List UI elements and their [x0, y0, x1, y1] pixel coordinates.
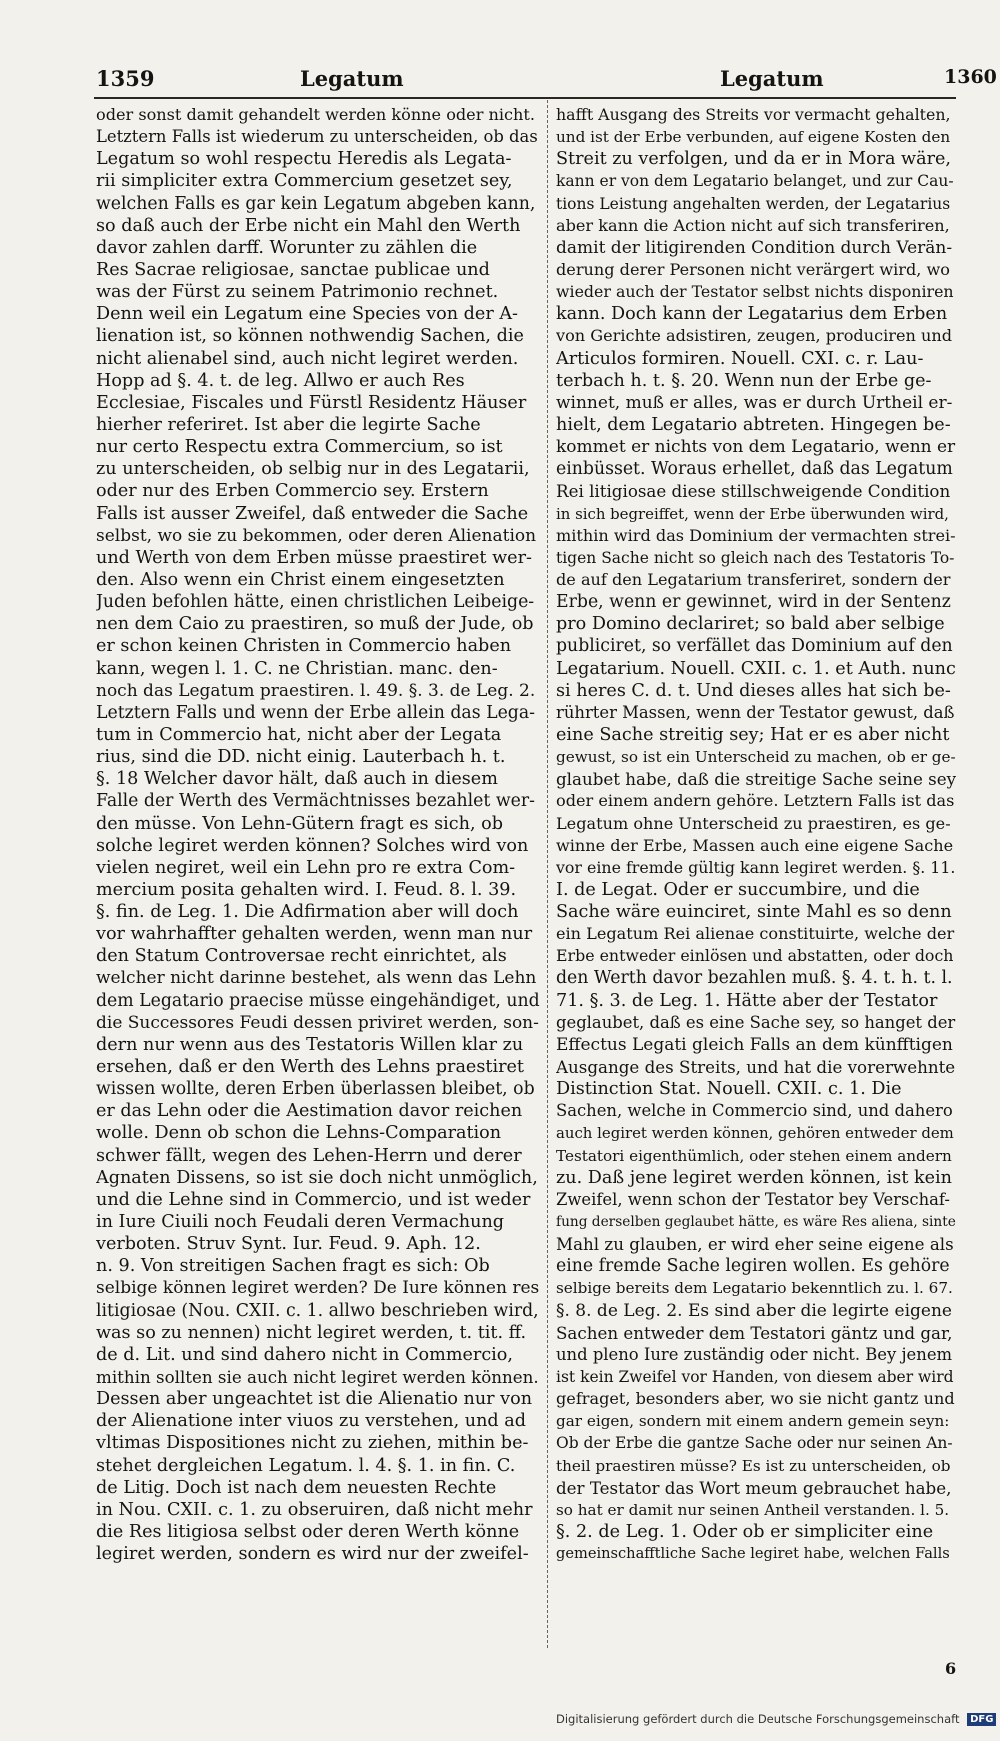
text-line: legiret werden, sondern es wird nur der zweifel-: [96, 1544, 529, 1565]
text-line: hielt, dem Legatario abtreten. Hingegen be-: [556, 414, 951, 435]
text-line: hierher referiret. Ist aber die legirte Sache: [96, 414, 481, 435]
text-line: mercium posita gehalten wird. I. Feud. 8. l. 39.: [96, 879, 517, 900]
footer-credit: [556, 1712, 996, 1726]
text-line: §. 8. de Leg. 2. Es sind aber die legirte eigene: [556, 1300, 952, 1321]
text-line: nen dem Caio zu praestiren, so muß der Jude, ob: [96, 614, 534, 635]
signature-mark: 6: [945, 1659, 957, 1678]
text-line: aber kann die Action nicht auf sich transferiren,: [556, 215, 950, 235]
text-line: gemeinschafftliche Sache legiret habe, welchen Falls: [556, 1545, 950, 1563]
text-line: Erbe entweder einlösen und abstatten, oder doch: [556, 946, 954, 966]
text-line: der Testator das Wort meum gebrauchet habe,: [556, 1477, 952, 1498]
text-line: nicht alienabel sind, auch nicht legiret werden.: [96, 348, 519, 369]
text-line: selbige können legiret werden? De Iure können res: [96, 1278, 540, 1299]
text-line: derung derer Personen nicht verärgert wird, wo: [556, 259, 950, 279]
page-number-left: 1359: [96, 66, 155, 91]
text-line: §. 18 Welcher davor hält, daß auch in diesem: [96, 769, 498, 790]
text-line: theil praestiren müsse? Es ist zu unterscheiden, ob: [556, 1456, 951, 1475]
text-line: vltimas Dispositiones nicht zu ziehen, mithin be-: [96, 1433, 529, 1454]
text-line: solche legiret werden können? Solches wird von: [96, 835, 529, 856]
text-line: rius, sind die DD. nicht einig. Lauterbach h. t.: [96, 747, 506, 768]
text-line: Ecclesiae, Fiscales und Fürstl Residentz Häuser: [96, 392, 527, 413]
text-line: davor zahlen darff. Worunter zu zählen die: [96, 237, 478, 258]
text-line: den Statum Controversae recht einrichtet, als: [96, 946, 507, 967]
text-line: Zweifel, wenn schon der Testator bey Verschaf-: [556, 1189, 950, 1209]
text-line: Ausgange des Streits, und hat die vorerwehnte: [556, 1057, 956, 1078]
text-line: oder einem andern gehöre. Letztern Falls ist das: [556, 791, 955, 811]
text-line: winnet, muß er alles, was er durch Urtheil er-: [556, 392, 953, 413]
text-line: Mahl zu glauben, er wird eher seine eigene als: [556, 1234, 954, 1255]
text-line: Effectus Legati gleich Falls an dem künfftigen: [556, 1034, 953, 1055]
text-line: von Gerichte adsistiren, zeugen, produciren und: [556, 326, 952, 346]
text-line: den. Also wenn ein Christ einem eingesetzten: [96, 569, 505, 590]
text-line: oder nur des Erben Commercio sey. Erstern: [96, 481, 489, 502]
text-line: Distinction Stat. Nouell. CXII. c. 1. Die: [556, 1079, 902, 1100]
text-line: rührter Massen, wenn der Testator gewust, daß: [556, 702, 955, 722]
text-line: die Successores Feudi dessen priviret werden, son-: [96, 1012, 539, 1033]
text-line: eine fremde Sache legiren wollen. Es gehöre: [556, 1256, 950, 1277]
text-line: winne der Erbe, Massen auch eine eigene Sache: [556, 835, 954, 855]
text-line: si heres C. d. t. Und dieses alles hat sich be-: [556, 680, 951, 701]
text-line: n. 9. Von streitigen Sachen fragt es sich: Ob: [96, 1256, 490, 1277]
text-line: gefraget, besonders aber, wo sie nicht gantz und: [556, 1389, 955, 1409]
page-number-right: 1360: [944, 66, 997, 88]
text-line: glaubet habe, daß die streitige Sache seine sey: [556, 769, 956, 790]
text-line: §. 2. de Leg. 1. Oder ob er simpliciter eine: [556, 1522, 934, 1542]
text-line: selbst, wo sie zu bekommen, oder deren Alienation: [96, 525, 537, 546]
text-line: kommet er nichts von dem Legatario, wenn er: [556, 437, 956, 458]
text-line: dern nur wenn aus des Testatoris Willen klar zu: [96, 1034, 524, 1055]
text-line: publiciret, so verfället das Dominium auf den: [556, 636, 953, 657]
text-line: und Werth von dem Erben müsse praestiret wer-: [96, 547, 532, 568]
text-line: zu. Daß jene legiret werden können, ist kein: [556, 1167, 953, 1188]
text-line: selbige bereits dem Legatario bekenntlich zu. l. 67.: [556, 1279, 953, 1298]
text-line: Dessen aber ungeachtet ist die Alienatio nur von: [96, 1389, 533, 1410]
text-line: welcher nicht darinne bestehet, als wenn das Lehn: [96, 968, 537, 989]
text-line: pro Domino declariret; so bald aber selbige: [556, 614, 945, 635]
text-line: und pleno Iure zuständig oder nicht. Bey jenem: [556, 1344, 953, 1364]
running-head-right: Legatum: [720, 66, 824, 91]
text-line: Letztern Falls ist wiederum zu unterscheiden, ob das: [96, 127, 538, 147]
column-divider: [547, 100, 549, 1648]
text-line: fung derselben geglaubet hätte, es wäre Res aliena, sinte: [556, 1214, 956, 1231]
text-line: einbüsset. Woraus erhellet, daß das Legatum: [556, 459, 953, 480]
text-line: Agnaten Dissens, so ist sie doch nicht unmöglich,: [96, 1167, 538, 1188]
text-line: was so zu nennen) nicht legiret werden, t. tit. ff.: [96, 1322, 527, 1343]
text-line: oder sonst damit gehandelt werden könne oder nicht.: [96, 105, 535, 124]
text-line: Letztern Falls und wenn der Erbe allein das Lega-: [96, 702, 536, 723]
text-line: Juden befohlen hätte, einen christlichen Leibeige-: [96, 592, 535, 613]
text-line: in sich begreiffet, wenn der Erbe überwunden wird,: [556, 504, 949, 523]
text-line: Sache wäre euinciret, sinte Mahl es so denn: [556, 902, 952, 923]
text-line: Falls ist ausser Zweifel, daß entweder die Sache: [96, 503, 529, 524]
text-line: lienation ist, so können nothwendig Sachen, die: [96, 326, 524, 347]
text-line: nur certo Respectu extra Commercium, so ist: [96, 437, 503, 458]
text-line: Hopp ad §. 4. t. de leg. Allwo er auch Res: [96, 370, 465, 391]
text-line: auch legiret werden können, gehören entweder dem: [556, 1124, 954, 1143]
text-line: so daß auch der Erbe nicht ein Mahl den Werth: [96, 215, 521, 236]
text-line: den Werth davor bezahlen muß. §. 4. t. h. t. l.: [556, 968, 953, 989]
text-line: der Alienatione inter viuos zu verstehen, und ad: [96, 1411, 527, 1432]
text-line: Ob der Erbe die gantze Sache oder nur seinen An-: [556, 1434, 953, 1453]
text-line: Sachen entweder dem Testatori gäntz und gar,: [556, 1322, 953, 1343]
text-line: wolle. Denn ob schon die Lehns-Comparation: [96, 1123, 502, 1144]
text-line: Legatum so wohl respectu Heredis als Legata-: [96, 149, 512, 170]
text-line: Rei litigiosae diese stillschweigende Condition: [556, 481, 951, 502]
text-line: ein Legatum Rei alienae constituirte, welche der: [556, 924, 955, 944]
text-line: terbach h. t. §. 20. Wenn nun der Erbe ge-: [556, 370, 932, 391]
header-rule: [94, 97, 956, 99]
text-line: Articulos formiren. Nouell. CXI. c. r. Lau-: [556, 348, 924, 369]
text-line: so hat er damit nur seinen Antheil verstanden. l. 5.: [556, 1500, 950, 1519]
text-line: gewust, so ist ein Unterscheid zu machen, ob er ge-: [556, 748, 956, 767]
right-column: [556, 104, 956, 1565]
text-line: kann, wegen l. 1. C. ne Christian. manc. den-: [96, 658, 498, 679]
text-line: de auf den Legatarium transferiret, sondern der: [556, 569, 951, 589]
running-head-left: Legatum: [300, 66, 404, 91]
text-line: eine Sache streitig sey; Hat er es aber nicht: [556, 724, 950, 745]
text-line: verboten. Struv Synt. Iur. Feud. 9. Aph. 12.: [96, 1234, 481, 1255]
text-line: mithin sollten sie auch nicht legiret werden können.: [96, 1367, 539, 1388]
text-line: Sachen, welche in Commercio sind, und dahero: [556, 1101, 953, 1121]
text-line: rii simpliciter extra Commercium gesetzet sey,: [96, 171, 513, 192]
text-line: litigiosae (Nou. CXII. c. 1. allwo beschrieben wird,: [96, 1300, 539, 1321]
text-line: tum in Commercio hat, nicht aber der Legata: [96, 724, 502, 745]
left-column: [96, 104, 540, 1565]
text-line: den müsse. Von Lehn-Gütern fragt es sich, ob: [96, 813, 504, 834]
text-line: vielen negiret, weil ein Lehn pro re extra Com-: [96, 857, 516, 878]
text-line: damit der litigirenden Condition durch Verän-: [556, 237, 953, 258]
dfg-logo: DFG: [967, 1713, 996, 1726]
text-line: vor wahrhaffter gehalten werden, wenn man nur: [96, 924, 533, 945]
text-line: kann. Doch kann der Legatarius dem Erben: [556, 304, 948, 325]
text-line: §. fin. de Leg. 1. Die Adfirmation aber will doch: [96, 902, 519, 923]
text-line: de d. Lit. und sind dahero nicht in Commercio,: [96, 1344, 513, 1365]
text-line: Legatum ohne Unterscheid zu praestiren, es ge-: [556, 813, 951, 833]
text-line: vor eine fremde gültig kann legiret werden. §. 11.: [556, 857, 956, 877]
text-line: in Nou. CXII. c. 1. zu obseruiren, daß nicht mehr: [96, 1499, 533, 1520]
text-line: kann er von dem Legatario belanget, und zur Cau-: [556, 172, 954, 191]
text-line: geglaubet, daß es eine Sache sey, so hanget der: [556, 1012, 956, 1032]
text-line: und ist der Erbe verbunden, auf eigene Kosten den: [556, 128, 951, 147]
text-line: Testatori eigenthümlich, oder stehen einem andern: [556, 1146, 952, 1165]
footer-text: Digitalisierung gefördert durch die Deutsche Forschungsgemeinschaft: [556, 1712, 960, 1726]
text-line: welchen Falls es gar kein Legatum abgeben kann,: [96, 193, 536, 214]
text-line: was der Fürst zu seinem Patrimonio rechnet.: [96, 282, 499, 303]
text-line: stehet dergleichen Legatum. l. 4. §. 1. in fin. C.: [96, 1455, 516, 1476]
text-line: mithin wird das Dominium der vermachten strei-: [556, 525, 956, 545]
text-line: in Iure Ciuili noch Feudali deren Vermachung: [96, 1212, 505, 1233]
text-line: und die Lehne sind in Commercio, und ist weder: [96, 1189, 531, 1210]
text-line: Res Sacrae religiosae, sanctae publicae und: [96, 259, 490, 280]
text-line: Erbe, wenn er gewinnet, wird in der Sentenz: [556, 592, 951, 613]
text-line: noch das Legatum praestiren. l. 49. §. 3. de Leg. 2.: [96, 680, 536, 701]
text-line: de Litig. Doch ist nach dem neuesten Rechte: [96, 1477, 497, 1498]
text-line: ersehen, daß er den Werth des Lehns praestiret: [96, 1057, 524, 1078]
text-line: gar eigen, sondern mit einem andern gemein seyn:: [556, 1412, 950, 1431]
text-line: 71. §. 3. de Leg. 1. Hätte aber der Testator: [556, 990, 938, 1011]
text-line: schwer fällt, wegen des Lehen-Herrn und derer: [96, 1145, 522, 1166]
text-line: Falle der Werth des Vermächtnisses bezahlet wer-: [96, 791, 535, 812]
text-line: wieder auch der Testator selbst nichts disponiren: [556, 282, 954, 302]
text-line: I. de Legat. Oder er succumbire, und die: [556, 879, 920, 900]
text-line: tigen Sache nicht so gleich nach des Testatoris To-: [556, 548, 955, 567]
text-line: er schon keinen Christen in Commercio haben: [96, 636, 512, 657]
text-line: ist kein Zweifel vor Handen, von diesem aber wird: [556, 1368, 954, 1387]
text-line: Legatarium. Nouell. CXII. c. 1. et Auth. nunc: [556, 658, 956, 679]
text-line: wissen wollte, deren Erben überlassen bleibet, ob: [96, 1079, 535, 1100]
text-line: tions Leistung angehalten werden, der Legatarius: [556, 194, 951, 213]
text-line: Streit zu verfolgen, und da er in Mora wäre,: [556, 149, 952, 170]
text-line: zu unterscheiden, ob selbig nur in des Legatarii,: [96, 459, 530, 480]
text-line: hafft Ausgang des Streits vor vermacht gehalten,: [556, 105, 951, 124]
text-line: er das Lehn oder die Aestimation davor reichen: [96, 1101, 523, 1122]
text-line: Denn weil ein Legatum eine Species von der A-: [96, 304, 518, 325]
text-line: dem Legatario praecise müsse eingehändiget, und: [96, 990, 540, 1011]
text-line: die Res litigiosa selbst oder deren Werth könne: [96, 1522, 520, 1542]
